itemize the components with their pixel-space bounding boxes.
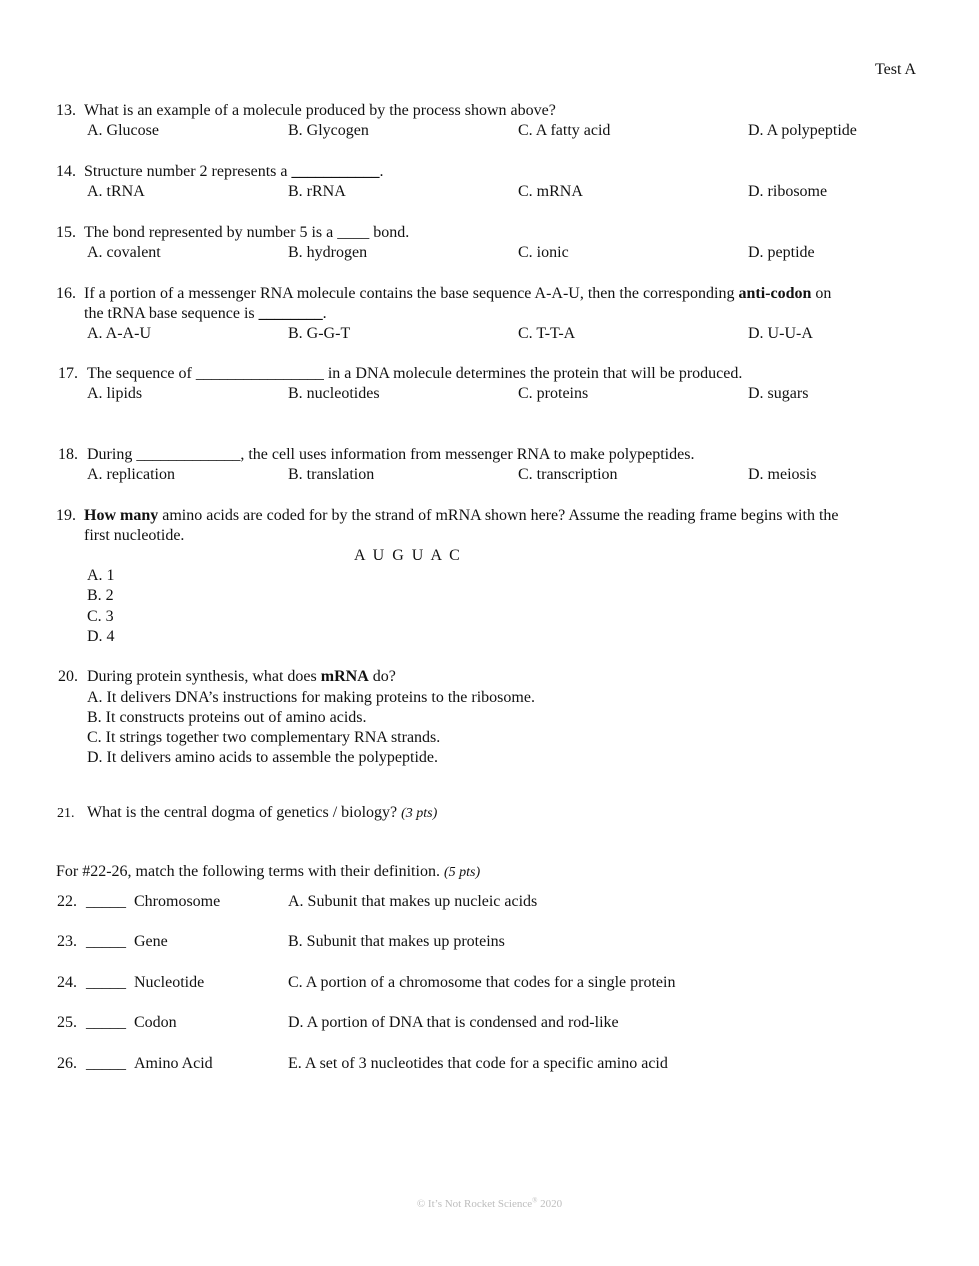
option-a: A. covalent: [87, 244, 161, 261]
option-b: B. rRNA: [288, 183, 346, 200]
match-definition: C. A portion of a chromosome that codes for a single protein: [288, 974, 676, 991]
option-d: D. U-U-A: [748, 325, 813, 342]
points-label: (3 pts): [401, 806, 438, 821]
question-text: During _____________, the cell uses information from messenger RNA to make polypeptides.: [87, 446, 695, 463]
option-c: C. proteins: [518, 385, 589, 402]
option-d: D. meiosis: [748, 466, 817, 483]
question-number: 21.: [57, 806, 75, 821]
question-number: 15.: [56, 224, 76, 241]
question-text-line2: first nucleotide.: [84, 527, 185, 544]
match-answer-blank: _____: [86, 893, 126, 910]
option-a: A. lipids: [87, 385, 143, 402]
question-text: What is an example of a molecule produced by the process shown above?: [84, 102, 556, 119]
question-number: 18.: [58, 446, 78, 463]
option-a: A. Glucose: [87, 122, 159, 139]
match-term: Amino Acid: [134, 1055, 213, 1072]
match-term: Chromosome: [134, 893, 221, 910]
match-definition: A. Subunit that makes up nucleic acids: [288, 893, 538, 910]
option-b: B. hydrogen: [288, 244, 368, 261]
option-d: D. 4: [87, 628, 115, 645]
match-definition: E. A set of 3 nucleotides that code for a specific amino acid: [288, 1055, 668, 1072]
option-c: C. ionic: [518, 244, 569, 261]
match-definition: D. A portion of DNA that is condensed and rod-like: [288, 1014, 619, 1031]
question-text: The sequence of ________________ in a DNA molecule determines the protein that will be produced.: [87, 365, 743, 382]
option-c: C. It strings together two complementary RNA strands.: [87, 729, 441, 746]
option-c: C. transcription: [518, 466, 618, 483]
question-number: 20.: [58, 668, 78, 685]
option-b: B. 2: [87, 587, 114, 604]
match-term: Codon: [134, 1014, 177, 1031]
option-a: A. A-A-U: [87, 325, 151, 342]
match-answer-blank: _____: [86, 1055, 126, 1072]
match-term: Nucleotide: [134, 974, 205, 991]
match-term: Gene: [134, 933, 168, 950]
question-number: 19.: [56, 507, 76, 524]
option-b: B. G-G-T: [288, 325, 351, 342]
option-d: D. ribosome: [748, 183, 828, 200]
option-d: D. sugars: [748, 385, 809, 402]
option-b: B. translation: [288, 466, 375, 483]
points-label: (5 pts): [443, 865, 481, 880]
option-c: C. T-T-A: [518, 325, 576, 342]
question-text: If a portion of a messenger RNA molecule contains the base sequence A-A-U, then the corresponding anti-codon on: [84, 285, 832, 302]
match-answer-blank: _____: [86, 1014, 126, 1031]
option-b: B. Glycogen: [288, 122, 369, 139]
question-text: Structure number 2 represents a ___________.: [84, 163, 384, 180]
option-a: A. tRNA: [87, 183, 145, 200]
match-answer-blank: _____: [86, 974, 126, 991]
match-number: 23.: [57, 933, 77, 950]
option-c: C. 3: [87, 608, 114, 625]
question-text: How many amino acids are coded for by the strand of mRNA shown here? Assume the reading frame begins with the: [84, 507, 839, 524]
matching-instruction: For #22-26, match the following terms with their definition. (5 pts): [56, 863, 481, 880]
match-answer-blank: _____: [86, 933, 126, 950]
option-b: B. nucleotides: [288, 385, 380, 402]
answer-blank: ___________: [291, 163, 380, 180]
option-d: D. It delivers amino acids to assemble the polypeptide.: [87, 749, 439, 766]
question-text: The bond represented by number 5 is a ____ bond.: [84, 224, 410, 241]
answer-blank: ________: [258, 305, 323, 322]
match-definition: B. Subunit that makes up proteins: [288, 933, 505, 950]
option-d: D. A polypeptide: [748, 122, 857, 139]
match-number: 24.: [57, 974, 77, 991]
question-text-line2: the tRNA base sequence is ________.: [84, 305, 327, 322]
copyright-footer: © It’s Not Rocket Science® 2020: [416, 1196, 563, 1210]
option-a: A. 1: [87, 567, 115, 584]
question-text: What is the central dogma of genetics / biology? (3 pts): [87, 804, 438, 821]
option-b: B. It constructs proteins out of amino acids.: [87, 709, 367, 726]
match-number: 25.: [57, 1014, 77, 1031]
option-c: C. mRNA: [518, 183, 583, 200]
match-number: 26.: [57, 1055, 77, 1072]
option-d: D. peptide: [748, 244, 815, 261]
question-number: 17.: [58, 365, 78, 382]
question-number: 13.: [56, 102, 76, 119]
match-number: 22.: [57, 893, 77, 910]
option-a: A. replication: [87, 466, 175, 483]
test-label: Test A: [875, 61, 917, 78]
mrna-sequence: A U G U A C: [354, 547, 460, 564]
option-a: A. It delivers DNA’s instructions for making proteins to the ribosome.: [87, 689, 535, 706]
question-number: 14.: [56, 163, 76, 180]
question-text: During protein synthesis, what does mRNA do?: [87, 668, 396, 685]
question-number: 16.: [56, 285, 76, 302]
option-c: C. A fatty acid: [518, 122, 611, 139]
